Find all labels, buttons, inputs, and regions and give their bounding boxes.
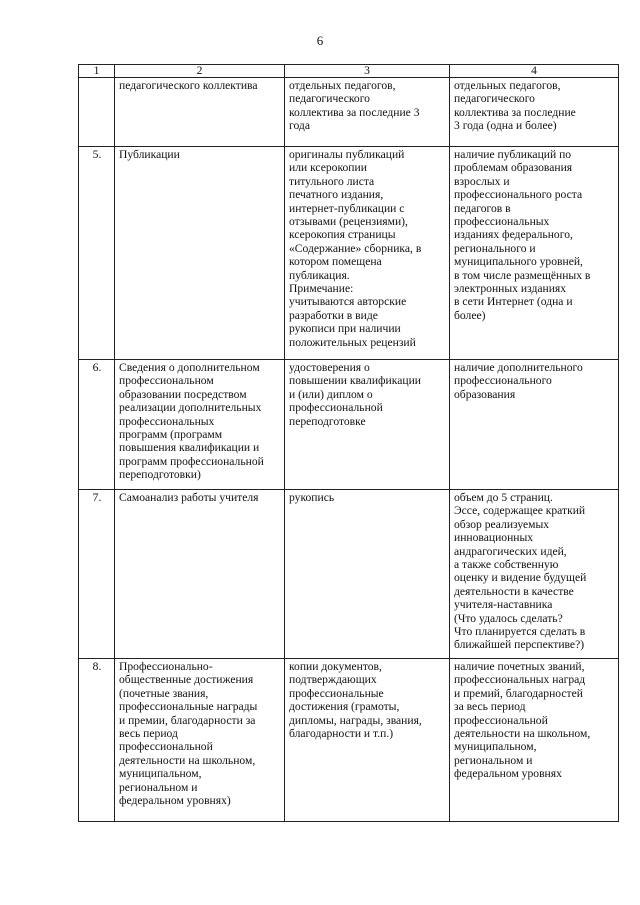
header-col-4: 4: [450, 65, 619, 78]
row-number: 8.: [79, 659, 115, 822]
header-col-3: 3: [285, 65, 450, 78]
header-col-2: 2: [115, 65, 285, 78]
row-name: Публикации: [115, 147, 285, 360]
row-documents: оригиналы публикаций или ксерокопии титульного листа печатного издания, интернет-публикации с отзывами (рецензиями), ксерокопия страницы «Содержание» сборника, в котором помещена публикация. Примечание: учитываются авторские разработки в виде рукописи при наличии положительных рецензий: [285, 147, 450, 360]
row-criteria: отдельных педагогов, педагогического коллектива за последние 3 года (одна и более): [450, 78, 619, 147]
row-name: Самоанализ работы учителя: [115, 490, 285, 659]
row-documents: рукопись: [285, 490, 450, 659]
row-number: 7.: [79, 490, 115, 659]
row-documents: удостоверения о повышении квалификации и (или) диплом о профессиональной переподготовке: [285, 360, 450, 490]
row-criteria: объем до 5 страниц. Эссе, содержащее краткий обзор реализуемых инновационных андрагогических идей, а также собственную оценку и видение будущей деятельности в качестве учителя-наставника (Что удалось сделать? Что планируется сделать в ближайшей перспективе?): [450, 490, 619, 659]
table-header-row: [79, 65, 619, 78]
row-documents: копии документов, подтверждающих профессиональные достижения (грамоты, дипломы, награды, звания, благодарности и т.п.): [285, 659, 450, 822]
page-number: 6: [316, 33, 324, 48]
table-row: [79, 490, 619, 659]
header-col-1: 1: [79, 65, 115, 78]
table-row: [79, 360, 619, 490]
row-name: Сведения о дополнительном профессиональном образовании посредством реализации дополнительных профессиональных программ (программ повышения квалификации и программ профессиональной переподготовки): [115, 360, 285, 490]
row-number: 5.: [79, 147, 115, 360]
row-criteria: наличие публикаций по проблемам образования взрослых и профессионального роста педагогов в профессиональных изданиях федерального, регионального и муниципального уровней, в том числе размещённых в электронных изданиях в сети Интернет (одна и более): [450, 147, 619, 360]
row-number: 6.: [79, 360, 115, 490]
criteria-table: [78, 64, 619, 822]
row-name: педагогического коллектива: [115, 78, 285, 147]
table-row: [79, 78, 619, 147]
row-criteria: наличие дополнительного профессионального образования: [450, 360, 619, 490]
row-documents: отдельных педагогов, педагогического коллектива за последние 3 года: [285, 78, 450, 147]
table-row: [79, 659, 619, 822]
table-row: [79, 147, 619, 360]
row-number: [79, 78, 115, 147]
row-name: Профессионально- общественные достижения (почетные звания, профессиональные награды и премии, благодарности за весь период профессиональной деятельности на школьном, муниципальном, региональном и федеральном уровнях): [115, 659, 285, 822]
row-criteria: наличие почетных званий, профессиональных наград и премий, благодарностей за весь период профессиональной деятельности на школьном, муниципальном, региональном и федеральном уровнях: [450, 659, 619, 822]
